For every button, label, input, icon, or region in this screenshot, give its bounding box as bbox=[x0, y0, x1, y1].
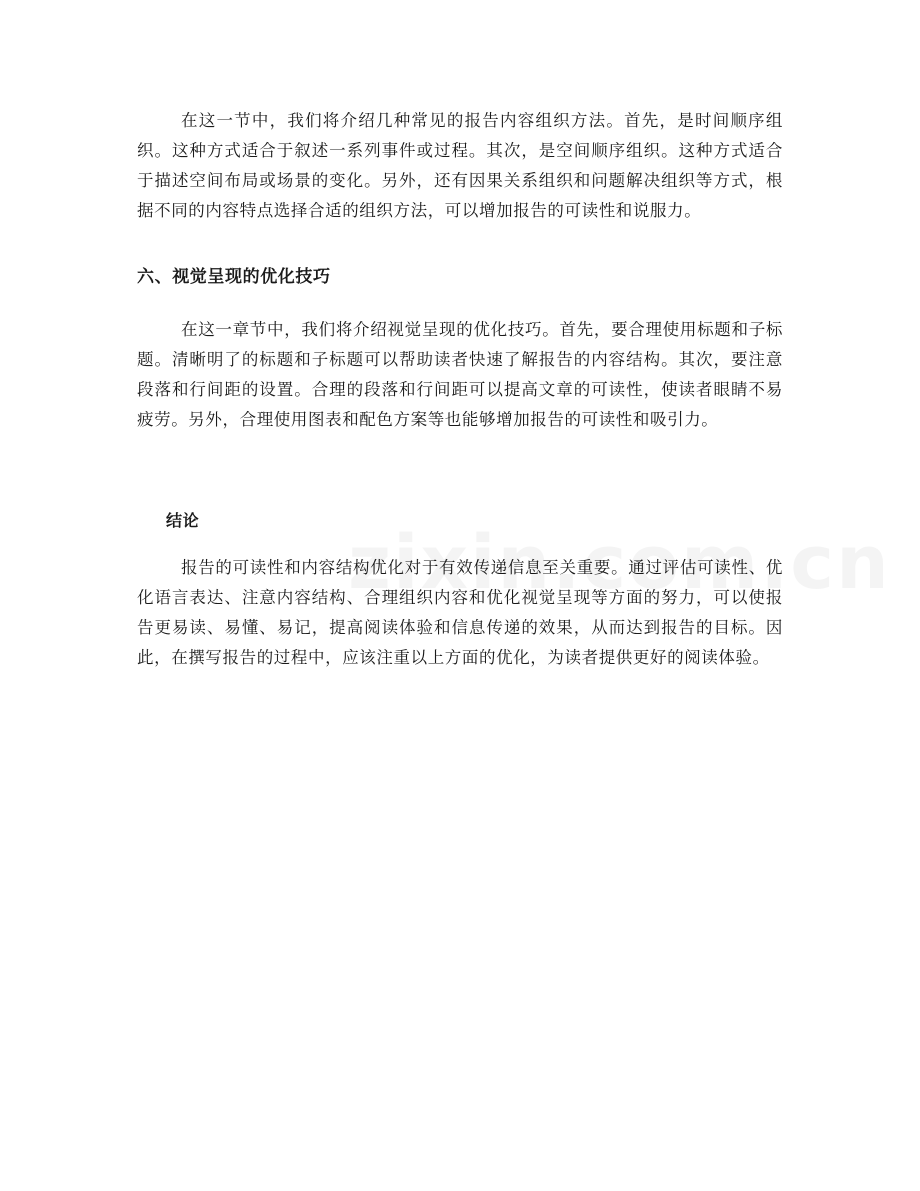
conclusion-heading: 结论 bbox=[166, 511, 200, 530]
body-paragraph-conclusion: 报告的可读性和内容结构优化对于有效传递信息至关重要。通过评估可读性、优化语言表达、注意内容结构、合理组织内容和优化视觉呈现等方面的努力，可以使报告更易读、易懂、易记，提高阅读体验和信息传递的效果，从而达到报告的目标。因此，在撰写报告的过程中，应该注重以上方面的优化，为读者提供更好的阅读体验。 bbox=[137, 558, 783, 667]
section-heading: 六、视觉呈现的优化技巧 bbox=[137, 267, 331, 287]
body-paragraph-visual-presentation: 在这一章节中，我们将介绍视觉呈现的优化技巧。首先，要合理使用标题和子标题。清晰明了的标题和子标题可以帮助读者快速了解报告的内容结构。其次，要注意段落和行间距的设置。合理的段落和行间距可以提高文章的可读性，使读者眼睛不易疲劳。另外，合理使用图表和配色方案等也能够增加报告的可读性和吸引力。 bbox=[137, 320, 783, 429]
body-paragraph-organization-methods: 在这一节中，我们将介绍几种常见的报告内容组织方法。首先，是时间顺序组织。这种方式适合于叙述一系列事件或过程。其次，是空间顺序组织。这种方式适合于描述空间布局或场景的变化。另外，还有因果关系组织和问题解决组织等方式，根据不同的内容特点选择合适的组织方法，可以增加报告的可读性和说服力。 bbox=[137, 111, 783, 220]
